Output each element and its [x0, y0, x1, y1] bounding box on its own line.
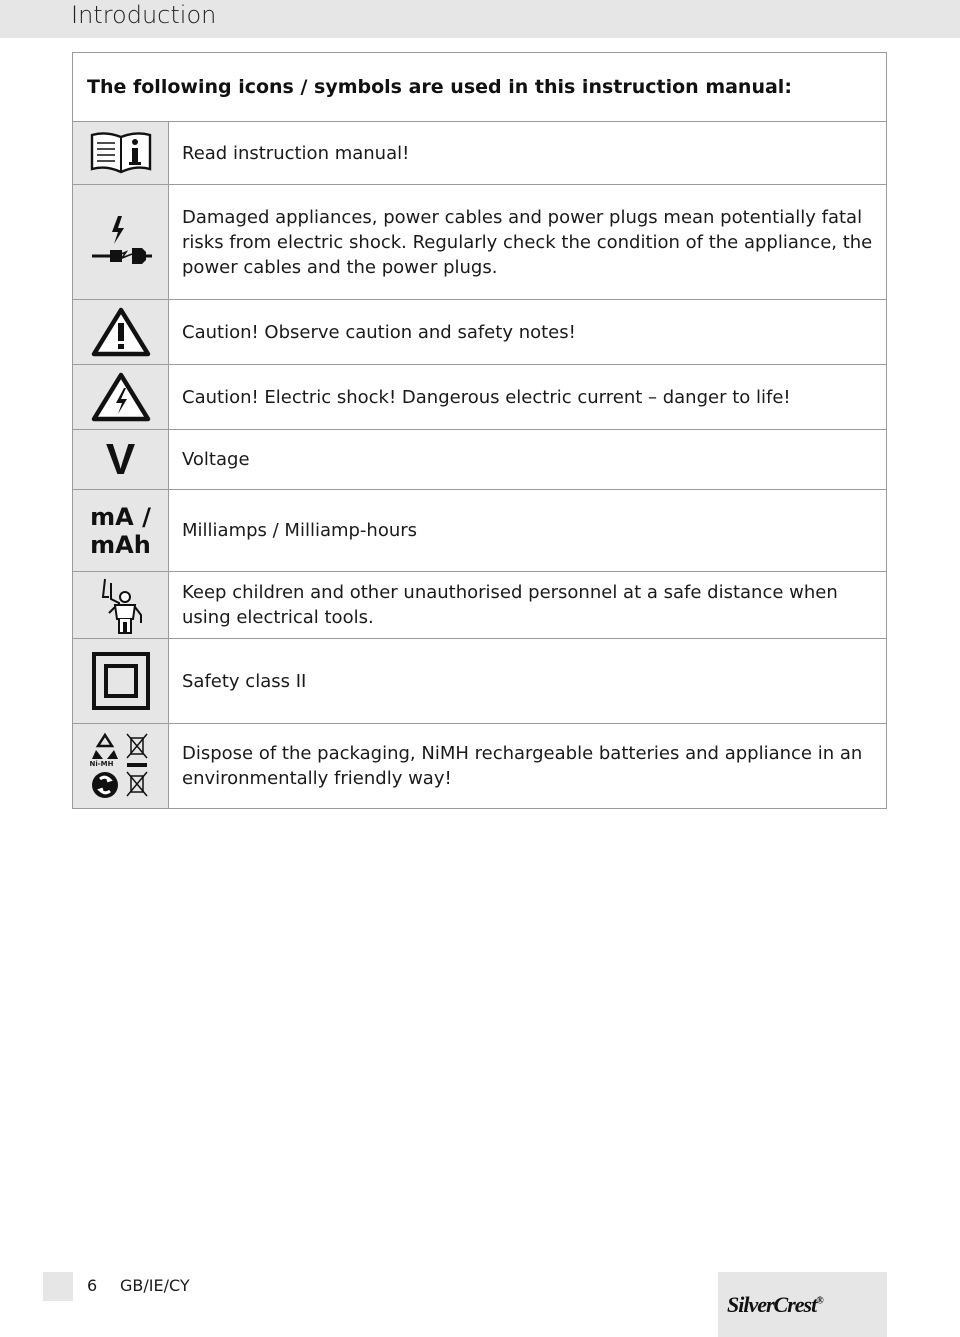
- table-row: [73, 300, 887, 365]
- electric-warning-icon: [91, 372, 151, 422]
- icon-cell: [73, 430, 169, 490]
- table-row: [73, 122, 887, 185]
- icon-cell: [73, 572, 169, 639]
- recycling-disposal-icon: [88, 730, 154, 802]
- row-text: Milliamps / Milliamp-hours: [169, 490, 887, 572]
- row-text: Damaged appliances, power cables and power plugs mean potentially fatal risks from electric shock. Regularly check the condition of the appliance, the power cables and the power plugs.: [169, 185, 887, 300]
- table-row: [73, 572, 887, 639]
- icon-cell: [73, 122, 169, 185]
- bin-underline: [127, 763, 147, 767]
- safety-class-ii-icon: [92, 652, 150, 710]
- milliamp-icon: [73, 503, 168, 559]
- table-row: [73, 365, 887, 430]
- page-title: Introduction: [71, 1, 217, 29]
- footer-page-box: [43, 1272, 73, 1301]
- milliamp-icon-line-2: mAh: [90, 530, 151, 559]
- icon-cell: [73, 639, 169, 724]
- table-row: [73, 490, 887, 572]
- icon-cell: [73, 365, 169, 430]
- table-caption-row: [73, 53, 887, 122]
- brand-logo-box: [718, 1272, 887, 1337]
- crossed-bin-icon: [124, 732, 150, 762]
- row-text: Dispose of the packaging, NiMH rechargeable batteries and appliance in an environmentally friendly way!: [169, 724, 887, 809]
- recycle-icon: [90, 732, 120, 762]
- row-text: Voltage: [169, 430, 887, 490]
- milliamp-icon-line-1: mA /: [90, 502, 151, 531]
- table-row: [73, 639, 887, 724]
- voltage-icon: V: [105, 434, 136, 484]
- plug-shock-icon: [88, 212, 154, 272]
- page-number: 6: [87, 1276, 98, 1295]
- brand-logo: [727, 1292, 823, 1318]
- table-row: [73, 185, 887, 300]
- row-text: Caution! Observe caution and safety notes!: [169, 300, 887, 365]
- keep-children-away-icon: [95, 575, 147, 635]
- table-caption: The following icons / symbols are used in this instruction manual:: [73, 53, 887, 122]
- language-codes: GB/IE/CY: [120, 1276, 190, 1295]
- icon-cell: [73, 185, 169, 300]
- table-row: [73, 430, 887, 490]
- icon-cell: [73, 300, 169, 365]
- symbols-table: [72, 52, 887, 809]
- warning-triangle-icon: [91, 307, 151, 357]
- row-text: Read instruction manual!: [169, 122, 887, 185]
- table-row: [73, 724, 887, 809]
- icon-cell: [73, 490, 169, 572]
- icon-cell: [73, 724, 169, 809]
- row-text: Keep children and other unauthorised personnel at a safe distance when using electrical tools.: [169, 572, 887, 639]
- row-text: Safety class II: [169, 639, 887, 724]
- nimh-label: Ni-MH: [89, 760, 114, 768]
- book-info-icon: [90, 129, 152, 177]
- brand-name: SilverCrest: [727, 1292, 817, 1317]
- brand-mark: ®: [816, 1295, 823, 1307]
- crossed-bin-icon: [124, 770, 150, 800]
- row-text: Caution! Electric shock! Dangerous electric current – danger to life!: [169, 365, 887, 430]
- green-dot-icon: [90, 770, 120, 800]
